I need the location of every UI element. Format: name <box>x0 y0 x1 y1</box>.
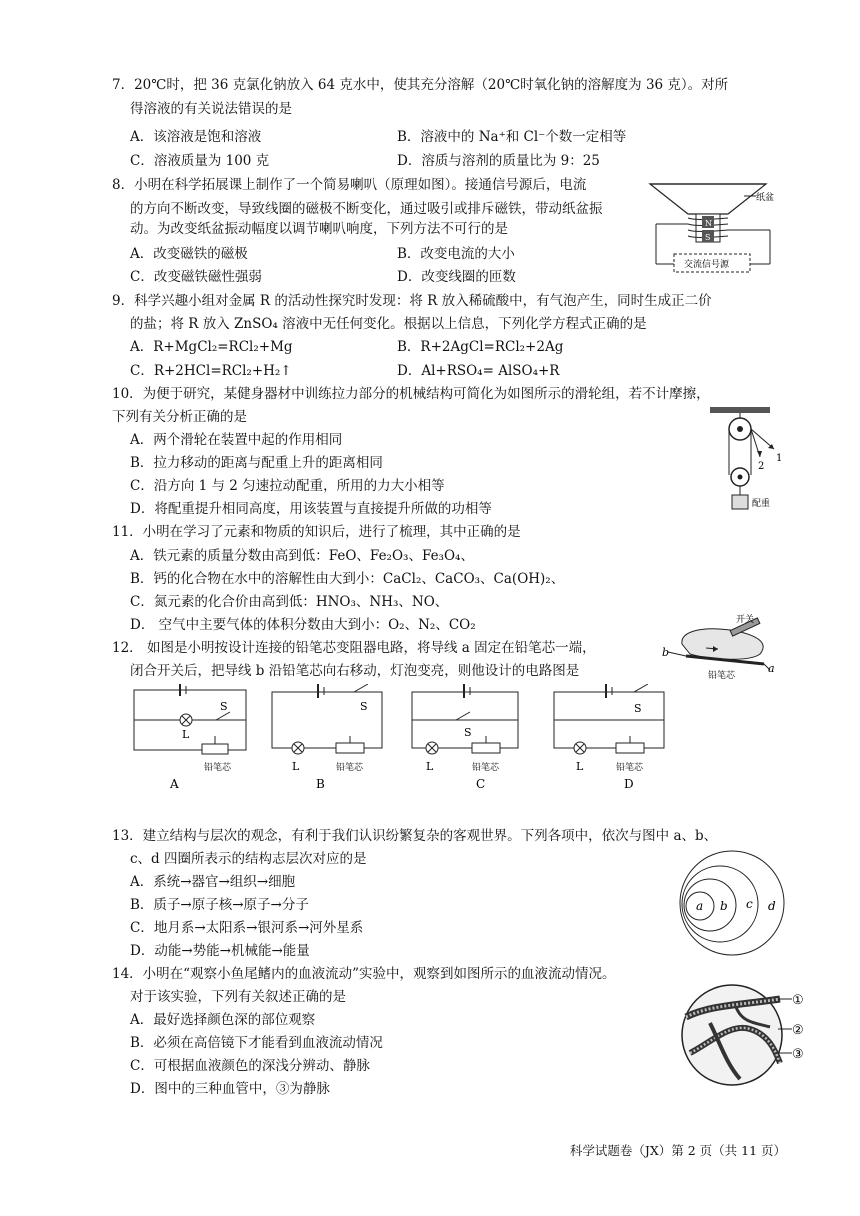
q8-stem-line3: 动。为改变纸盆振动幅度以调节喇叭响度，下列方法不可行的是 <box>130 221 508 237</box>
circuit-b <box>272 684 382 791</box>
circuit-b-s: S <box>360 700 368 713</box>
q10-option-a: A．两个滑轮在装置中起的作用相同 <box>130 432 343 448</box>
q8-option-b: B．改变电流的大小 <box>397 246 515 262</box>
q10-option-c: C．沿方向 1 与 2 匀速拉动配重，所用的力大小相等 <box>130 478 445 494</box>
q7-option-b: B．溶液中的 Na⁺和 Cl⁻个数一定相等 <box>397 129 627 145</box>
blood-flow-diagram <box>680 983 810 1087</box>
q13-stem-line1: 13．建立结构与层次的观念，有利于我们认识纷繁复杂的客观世界。下列各项中，依次与图中 a、b、 <box>112 828 718 844</box>
speaker-n-label: N <box>705 219 712 228</box>
pulley-label-1: 1 <box>776 453 783 464</box>
circuit-c-l: L <box>426 760 434 773</box>
blood-marker-3: ③ <box>792 1047 804 1062</box>
circuit-a <box>134 684 246 791</box>
nested-circles-diagram <box>676 848 788 958</box>
q9-option-d: D．Al+RSO₄= AlSO₄+R <box>397 363 560 379</box>
circuit-a-s: S <box>220 700 228 713</box>
circuit-d-s: S <box>634 702 642 715</box>
circuit-a-l: L <box>182 728 190 741</box>
q7-option-c: C．溶液质量为 100 克 <box>130 153 270 169</box>
pulley-label-2: 2 <box>758 461 765 472</box>
circuit-b-label: B <box>316 777 325 791</box>
circuit-c-label: C <box>476 777 486 791</box>
speaker-paper-label: 纸盆 <box>756 193 775 203</box>
page-footer: 科学试题卷（JX）第 2 页（共 11 页） <box>569 1143 786 1158</box>
circuit-d-core: 铅笔芯 <box>616 763 644 773</box>
q8-stem-line1: 8．小明在科学拓展课上制作了一个简易喇叭（原理如图）。接通信号源后，电流 <box>112 177 587 193</box>
q8-stem-line2: 的方向不断改变，导致线圈的磁极不断变化，通过吸引或排斥磁铁，带动纸盆振 <box>130 201 603 217</box>
circuit-a-label: A <box>170 777 179 791</box>
q9-option-b: B．R+2AgCl=RCl₂+2Ag <box>397 339 564 355</box>
q13-option-c: C．地月系→太阳系→银河系→河外星系 <box>130 920 364 936</box>
q13-option-a: A．系统→器官→组织→细胞 <box>130 874 296 890</box>
q14-stem-line2: 对于该实验，下列有关叙述正确的是 <box>130 989 346 1005</box>
circuit-options <box>120 684 700 794</box>
q12-stem-line2: 闭合开关后，把导线 b 沿铅笔芯向右移动，灯泡变亮，则他设计的电路图是 <box>130 663 580 679</box>
q12-stem-line1: 12． 如图是小明按设计连接的铅笔芯变阻器电路，将导线 a 固定在铅笔芯一端， <box>112 640 596 656</box>
q9-stem-line2: 的盐；将 R 放入 ZnSO₄ 溶液中无任何变化。根据以上信息，下列化学方程式正确的是 <box>130 316 647 332</box>
blood-marker-1: ① <box>792 993 804 1008</box>
circuit-b-core: 铅笔芯 <box>336 763 364 773</box>
blood-marker-2: ② <box>792 1023 804 1038</box>
q11-option-a: A．铁元素的质量分数由高到低：FeO、Fe₂O₃、Fe₃O₄、 <box>130 548 474 564</box>
speaker-s-label: S <box>705 233 711 242</box>
circuit-d <box>554 684 664 791</box>
q7-option-d: D．溶质与溶剂的质量比为 9：25 <box>397 153 600 169</box>
q7-option-a: A．该溶液是饱和溶液 <box>130 129 262 145</box>
circuit-d-label: D <box>624 777 634 791</box>
q14-option-b: B．必须在高倍镜下才能看到血液流动情况 <box>130 1035 383 1051</box>
q11-option-b: B．钙的化合物在水中的溶解性由大到小：CaCl₂、CaCO₃、Ca(OH)₂、 <box>130 571 565 587</box>
circuit-c-s: S <box>464 726 472 739</box>
q10-stem-line2: 下列有关分析正确的是 <box>112 409 247 425</box>
q14-stem-line1: 14．小明在“观察小鱼尾鳍内的血液流动”实验中，观察到如图所示的血液流动情况。 <box>112 966 616 982</box>
q11-option-d: D． 空气中主要气体的体积分数由大到小：O₂、N₂、CO₂ <box>130 617 476 633</box>
pencil-core-label: 铅笔芯 <box>708 671 736 681</box>
q9-option-c: C．R+2HCl=RCl₂+H₂↑ <box>130 363 292 379</box>
q14-option-a: A．最好选择颜色深的部位观察 <box>130 1012 316 1028</box>
q7-stem-line2: 得溶液的有关说法错误的是 <box>130 101 292 117</box>
q10-stem-line1: 10．为便于研究，某健身器材中训练拉力部分的机械结构可简化为如图所示的滑轮组，若不计摩擦， <box>112 386 710 402</box>
pencil-a-label: a <box>768 662 775 675</box>
q9-stem-line1: 9．科学兴趣小组对金属 R 的活动性探究时发现：将 R 放入稀硫酸中，有气泡产生，同时生成正二价 <box>112 293 712 309</box>
pencil-b-label: b <box>662 646 670 659</box>
q8-option-d: D．改变线圈的匝数 <box>397 269 516 285</box>
circuit-a-core: 铅笔芯 <box>204 763 232 773</box>
q11-option-c: C．氮元素的化合价由高到低：HNO₃、NH₃、NO、 <box>130 594 449 610</box>
circuit-d-l: L <box>576 760 584 773</box>
pulley-weight-label: 配重 <box>752 499 771 509</box>
circle-label-d: d <box>768 899 776 913</box>
q10-option-b: B．拉力移动的距离与配重上升的距离相同 <box>130 455 383 471</box>
circle-label-c: c <box>746 897 753 911</box>
pencil-core-diagram <box>660 612 780 682</box>
circuit-c-core: 铅笔芯 <box>472 763 500 773</box>
q13-stem-line2: c、d 四圈所表示的结构志层次对应的是 <box>130 851 367 867</box>
pencil-switch-label: 开关 <box>736 615 755 625</box>
circuit-c <box>412 684 518 791</box>
speaker-source-label: 交流信号源 <box>684 260 730 270</box>
q8-option-c: C．改变磁铁磁性强弱 <box>130 269 262 285</box>
q7-stem-line1: 7．20℃时，把 36 克氯化钠放入 64 克水中，使其充分溶解（20℃时氧化钠的溶解度为 36 克）。对所 <box>112 77 729 93</box>
pulley-diagram <box>702 405 792 515</box>
q14-option-c: C．可根据血液颜色的深浅分辨动、静脉 <box>130 1058 370 1074</box>
q14-option-d: D．图中的三种血管中，③为静脉 <box>130 1081 330 1097</box>
q13-option-d: D．动能→势能→机械能→能量 <box>130 943 310 959</box>
q11-stem-line1: 11．小明在学习了元素和物质的知识后，进行了梳理，其中正确的是 <box>112 524 521 540</box>
circuit-b-l: L <box>292 760 300 773</box>
q8-option-a: A．改变磁铁的磁极 <box>130 246 248 262</box>
circle-label-a: a <box>696 899 704 913</box>
q10-option-d: D．将配重提升相同高度，用该装置与直接提升所做的功相等 <box>130 501 492 517</box>
q9-option-a: A．R+MgCl₂=RCl₂+Mg <box>130 339 293 355</box>
circle-label-b: b <box>720 899 728 913</box>
speaker-diagram <box>648 176 778 276</box>
q13-option-b: B．质子→原子核→原子→分子 <box>130 897 309 913</box>
